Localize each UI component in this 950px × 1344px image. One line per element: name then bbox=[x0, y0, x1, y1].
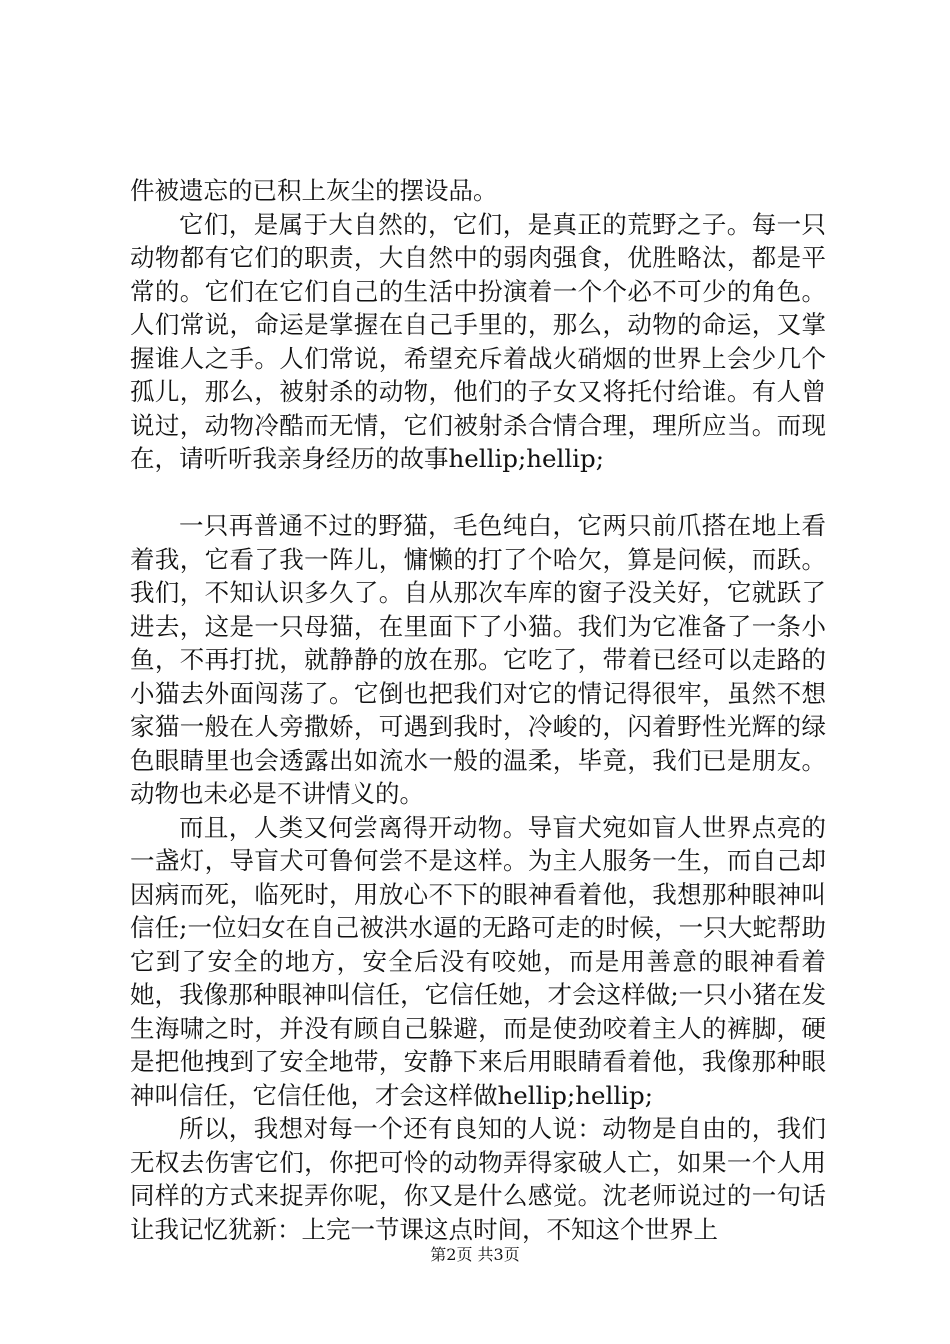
paragraph-conclusion: 所以，我想对每一个还有良知的人说：动物是自由的，我们无权去伤害它们，你把可怜的动物弄得家破人亡，如果一个人用同样的方式来捉弄你呢，你又是什么感觉。沈老师说过的一句话让我记忆犹新：上完一节课这点时间，不知这个世界上 bbox=[130, 1114, 826, 1244]
paragraph-continuation: 件被遗忘的已积上灰尘的摆设品。 bbox=[130, 176, 498, 205]
paragraph-trust: 而且，人类又何尝离得开动物。导盲犬宛如盲人世界点亮的一盏灯，导盲犬可鲁何尝不是这样。为主人服务一生，而自己却因病而死，临死时，用放心不下的眼神看着他，我想那种眼神叫信任;一位妇女在自己被洪水逼的无路可走的时候，一只大蛇帮助它到了安全的地方，安全后没有咬她，而是用善意的眼神看着她，我像那种眼神叫信任，它信任她，才会这样做;一只小猪在发生海啸之时，并没有顾自己躲避，而是使劲咬着主人的裤脚，硬是把他拽到了安全地带，安静下来后用眼睛看着他，我像那种眼神叫信任，它信任他，才会这样做hellip;hellip; bbox=[130, 812, 826, 1110]
paragraph-wild-cat: 一只再普通不过的野猫，毛色纯白，它两只前爪搭在地上看着我，它看了我一阵儿，慵懒的打了个哈欠，算是问候，而跃。我们，不知认识多久了。自从那次车库的窗子没关好，它就跃了进去，这是一只母猫，在里面下了小猫。我们为它准备了一条小鱼，不再打扰，就静静的放在那。它吃了，带着已经可以走路的小猫去外面闯荡了。它倒也把我们对它的情记得很牢，虽然不想家猫一般在人旁撒娇，可遇到我时，冷峻的，闪着野性光辉的绿色眼睛里也会透露出如流水一般的温柔，毕竟，我们已是朋友。动物也未必是不讲情义的。 bbox=[130, 511, 826, 808]
document-body bbox=[130, 174, 826, 1246]
page-footer: 第2页 共3页 bbox=[430, 1245, 520, 1264]
paragraph-wilderness: 它们，是属于大自然的，它们，是真正的荒野之子。每一只动物都有它们的职责，大自然中的弱肉强食，优胜略汰，都是平常的。它们在它们自己的生活中扮演着一个个必不可少的角色。人们常说，命运是掌握在自己手里的，那么，动物的命运，又掌握谁人之手。人们常说，希望充斥着战火硝烟的世界上会少几个孤儿，那么，被射杀的动物，他们的子女又将托付给谁。有人曾说过，动物冷酷而无情，它们被射杀合情合理，理所应当。而现在，请听听我亲身经历的故事hellip;hellip; bbox=[130, 209, 826, 473]
